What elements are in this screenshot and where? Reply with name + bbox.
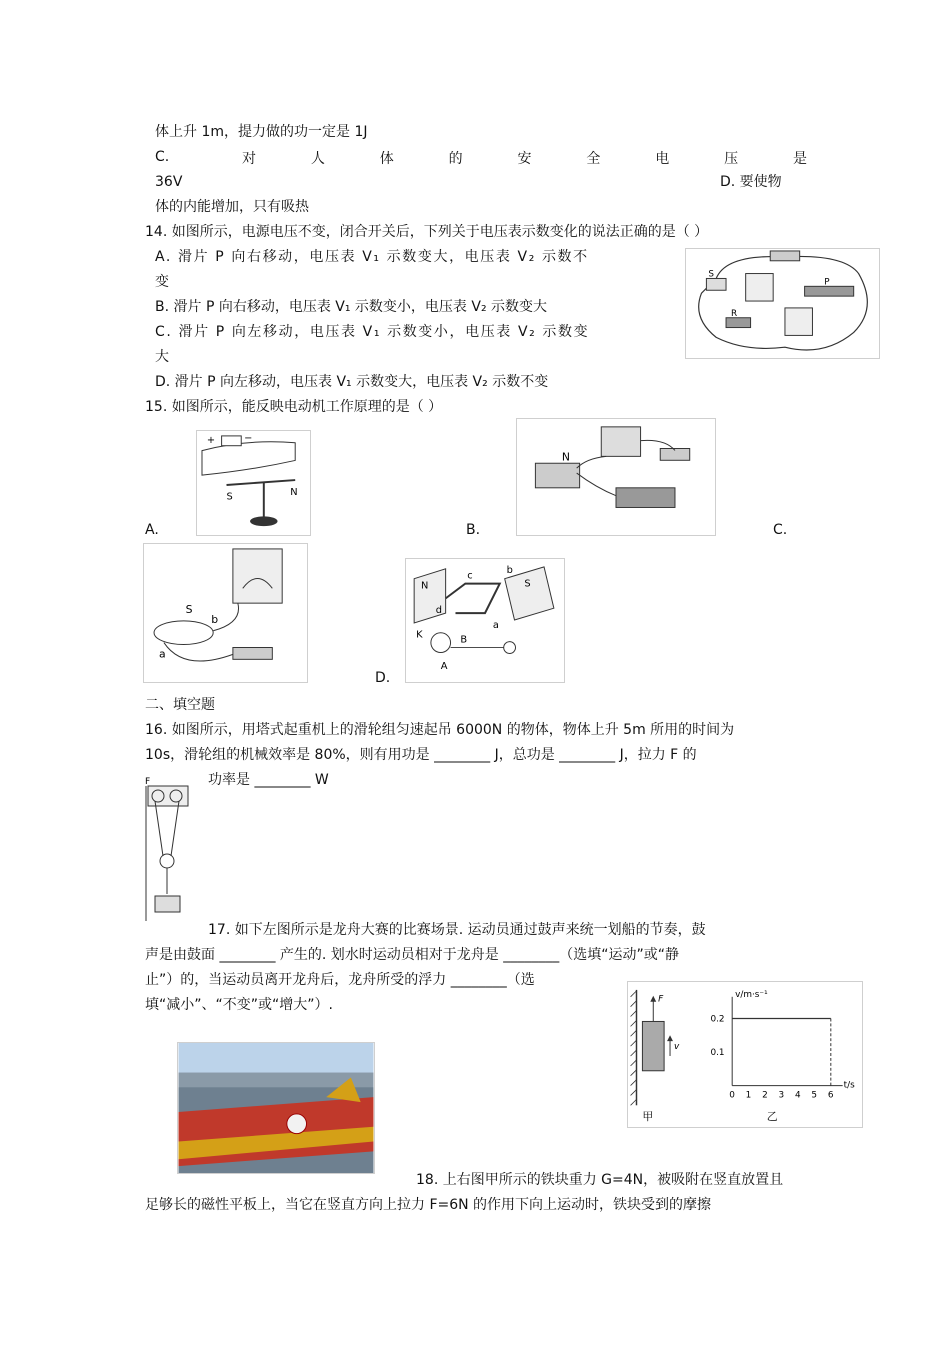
fig15d-label-d: d xyxy=(435,605,443,617)
q14-option-b: B. 滑片 P 向右移动，电压表 V₁ 示数变小，电压表 V₂ 示数变大 xyxy=(155,299,548,315)
fig18-label-yi: 乙 xyxy=(766,1110,778,1124)
option-c-char: 压 xyxy=(724,151,739,167)
q14-option-a-tail: 变 xyxy=(155,274,169,290)
q14-option-a: A. 滑片 P 向右移动，电压表 V₁ 示数变大，电压表 V₂ 示数不 xyxy=(155,249,589,265)
fig15d-label-s: S xyxy=(524,578,531,590)
q14-option-d: D. 滑片 P 向左移动，电压表 V₁ 示数变大，电压表 V₂ 示数不变 xyxy=(155,374,549,390)
question-15: 15. 如图所示，能反映电动机工作原理的是（ ） xyxy=(145,399,443,415)
y-tick-label: 0.1 xyxy=(710,1047,725,1058)
fig18-force-label: F xyxy=(658,994,664,1005)
q14-option-c-tail: 大 xyxy=(155,349,169,365)
fig15a-label-s: S xyxy=(226,491,233,503)
option-c-char: 体 xyxy=(379,151,394,167)
dragon-boat-photo xyxy=(177,1042,375,1174)
fig15d-label-b2: B xyxy=(460,634,468,646)
question-16-line2: 10s，滑轮组的机械效率是 80%，则有用功是 ________ J，总功是 ________ J，拉力 F 的 xyxy=(145,747,697,763)
option-c-char: 电 xyxy=(655,151,670,167)
y-tick-label: 0.2 xyxy=(710,1014,725,1025)
section-fill-in-heading: 二、填空题 xyxy=(145,697,215,713)
fig14-label-p: P xyxy=(824,277,830,288)
fig15d-label-k: K xyxy=(416,629,423,641)
question-17-line4: 填“减小”、“不变”或“增大”）. xyxy=(145,997,333,1013)
option-c-char: 对 xyxy=(242,151,256,167)
option-c-char: 安 xyxy=(517,151,532,167)
question-17-line3: 止”）的，当运动员离开龙舟后，龙舟所受的浮力 ________（选 xyxy=(145,972,535,988)
q15-figure-a xyxy=(196,430,311,536)
line-q13-b-tail: 体上升 1m，提力做的功一定是 1J xyxy=(155,124,368,140)
q15-option-a-label: A. xyxy=(145,522,159,538)
fig15c-label-s: S xyxy=(185,603,193,616)
q13-option-d-tail: 体的内能增加，只有吸热 xyxy=(155,199,309,215)
question-16-line3: 功率是 ________ W xyxy=(208,772,329,788)
fig18-label-jia: 甲 xyxy=(642,1110,654,1124)
q16-pulley-figure xyxy=(143,776,193,921)
option-c-char: 人 xyxy=(310,151,325,167)
q15-option-c-label: C. xyxy=(773,522,788,538)
question-16: 16. 如图所示，用塔式起重机上的滑轮组匀速起吊 6000N 的物体，物体上升 5m 所用的时间为 xyxy=(145,722,735,738)
fig15d-label-a2: A xyxy=(440,661,448,673)
fig15c-label-a: a xyxy=(158,647,166,661)
question-14: 14. 如图所示，电源电压不变，闭合开关后，下列关于电压表示数变化的说法正确的是（ ） xyxy=(145,224,709,240)
x-tick-label: 6 xyxy=(827,1090,834,1101)
x-tick-label: 1 xyxy=(745,1090,752,1101)
fig18-yaxis-label: v/m·s⁻¹ xyxy=(735,989,768,1000)
fig15d-label-a: a xyxy=(492,619,499,631)
q15-figure-b xyxy=(516,418,716,536)
fig18-velocity-label: v xyxy=(673,1042,680,1053)
option-c-char: 的 xyxy=(448,151,463,167)
q15-figure-d xyxy=(405,558,565,683)
fig18-xaxis-label: t/s xyxy=(843,1080,855,1091)
q13-option-d: D. 要使物 xyxy=(720,174,782,190)
option-c-char: 全 xyxy=(586,151,601,167)
option-c-char: 是 xyxy=(793,151,807,167)
q13-option-c-value: 36V xyxy=(155,174,183,190)
fig15d-label-c: c xyxy=(467,570,473,582)
q14-circuit-figure xyxy=(685,248,880,359)
fig15b-label-n: N xyxy=(561,450,571,464)
x-tick-label: 5 xyxy=(811,1090,818,1101)
fig15a-label-n: N xyxy=(290,486,298,498)
fig15c-label-b: b xyxy=(211,612,219,626)
q15-option-b-label: B. xyxy=(466,522,481,538)
question-17-line2: 声是由鼓面 ________ 产生的. 划水时运动员相对于龙舟是 ________（选填“运动”或“静 xyxy=(145,947,680,963)
q15-option-d-label: D. xyxy=(375,670,391,686)
question-18-line2: 足够长的磁性平板上，当它在竖直方向上拉力 F=6N 的作用下向上运动时，铁块受到的摩擦 xyxy=(145,1197,712,1213)
x-tick-label: 0 xyxy=(729,1090,735,1101)
fig14-label-s: S xyxy=(708,269,714,280)
fig15a-label-plus: + xyxy=(206,434,216,446)
q18-figure xyxy=(627,981,863,1128)
q13-option-c-label: C. xyxy=(155,149,170,165)
q15-figure-c xyxy=(143,543,308,683)
fig15d-label-b: b xyxy=(506,564,513,576)
x-tick-label: 4 xyxy=(794,1090,801,1101)
question-17: 17. 如下左图所示是龙舟大赛的比赛场景. 运动员通过鼓声来统一划船的节奏，鼓 xyxy=(208,922,706,938)
fig15d-label-n: N xyxy=(421,580,429,592)
fig15a-label-minus: − xyxy=(244,432,253,444)
fig16-label-f: F xyxy=(145,777,151,787)
q14-option-c: C. 滑片 P 向左移动，电压表 V₁ 示数变小，电压表 V₂ 示数变 xyxy=(155,324,590,340)
x-tick-label: 2 xyxy=(762,1090,768,1101)
question-18: 18. 上右图甲所示的铁块重力 G=4N，被吸附在竖直放置且 xyxy=(416,1172,784,1188)
q13-option-c-text xyxy=(242,148,807,168)
x-tick-label: 3 xyxy=(778,1090,785,1101)
fig14-label-r: R xyxy=(730,308,738,319)
